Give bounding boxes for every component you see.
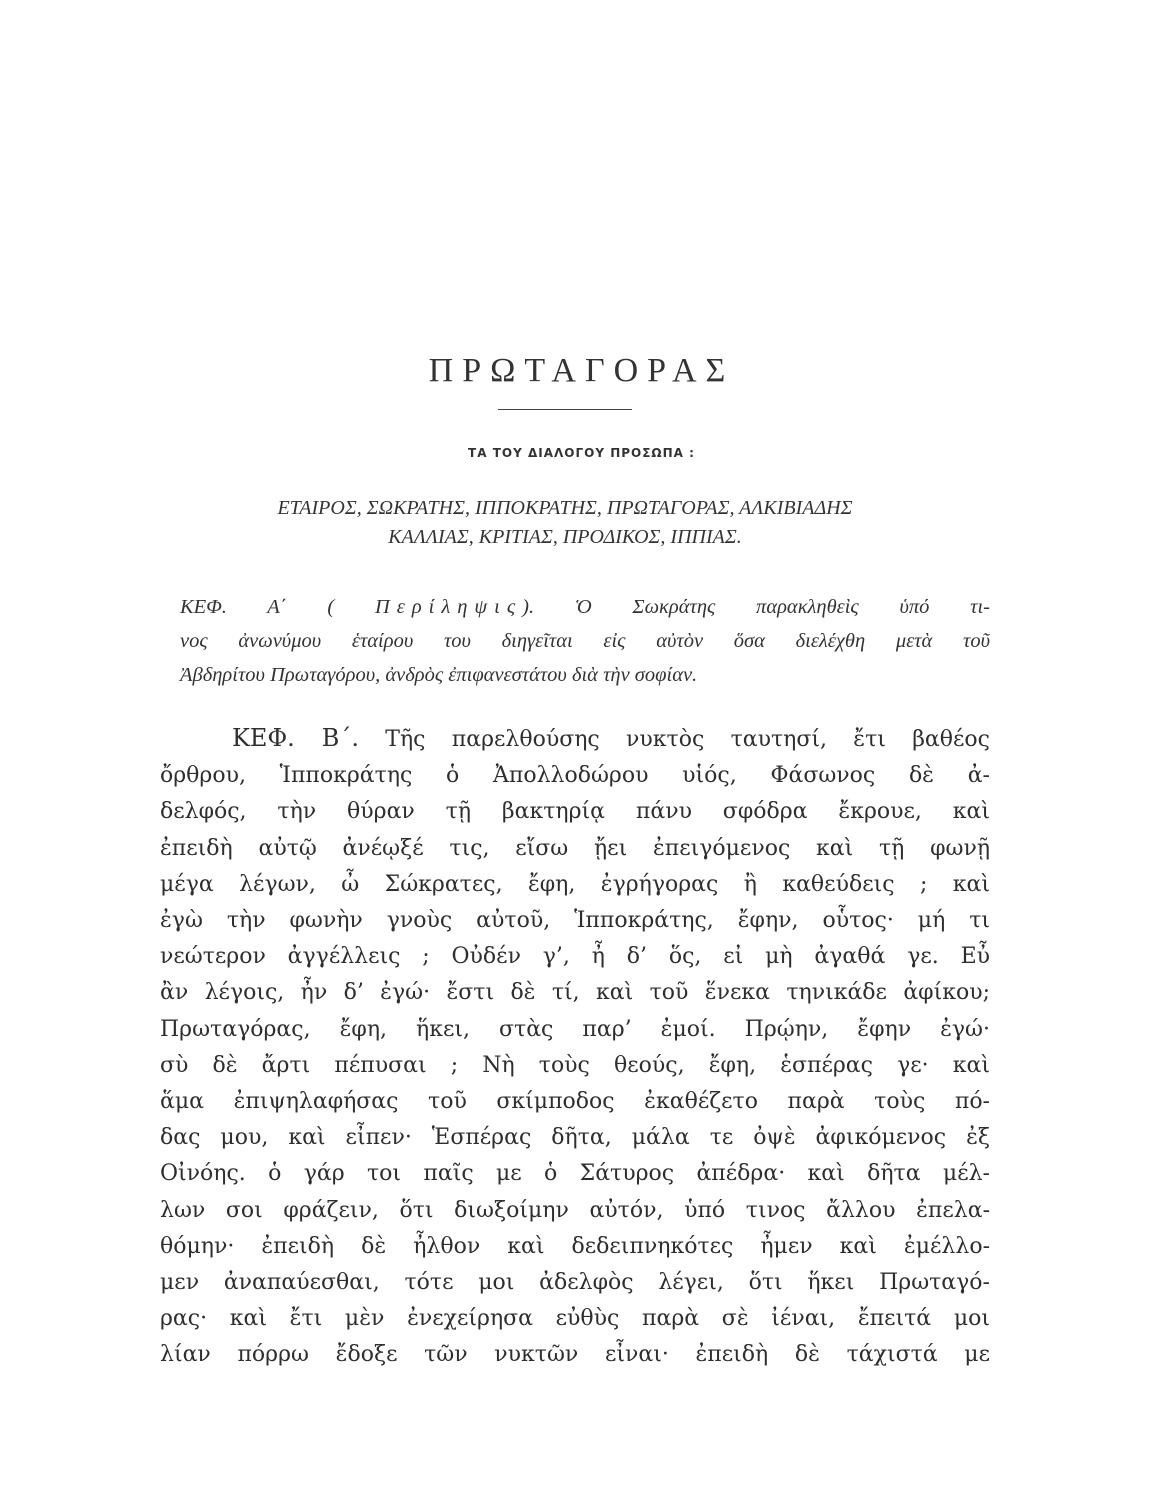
chapter-b-line-4: ἐπειδὴ αὐτῷ ἀνέῳξέ τις, εἴσω ᾔει ἐπειγόμενος καὶ τῇ φωνῇ bbox=[160, 835, 990, 861]
summary-line-1 bbox=[180, 590, 990, 624]
chapter-a-summary bbox=[180, 590, 990, 692]
summary-line-2: νος ἀνωνύμου ἑταίρου του διηγεῖται εἰς αὐτὸν ὅσα διελέχθη μετὰ τοῦ bbox=[180, 630, 990, 652]
chapter-b-line-16: μεν ἀναπαύεσθαι, τότε μοι ἀδελφὸς λέγει, ὅτι ἥκει Πρωταγό- bbox=[160, 1270, 990, 1296]
persons-list bbox=[140, 494, 990, 552]
chapter-b-line-12: δας μου, καὶ εἶπεν· Ἑσπέρας δῆτα, μάλα τε ὀψὲ ἀφικόμενος ἐξ bbox=[160, 1125, 990, 1151]
chapter-b-line-9: Πρωταγόρας, ἔφη, ἥκει, στὰς παρ’ ἐμοί. Πρῴην, ἔφην ἐγώ· bbox=[160, 1016, 990, 1042]
chapter-b-text bbox=[160, 720, 990, 1374]
summary-line-1-text: Ὁ Σωκράτης παρακληθεὶς ὑπό τι- bbox=[534, 596, 991, 618]
chapter-b-line-8: ἂν λέγοις, ἦν δ’ ἐγώ· ἔστι δὲ τί, καὶ τοῦ ἕνεκα τηνικάδε ἀφίκου; bbox=[160, 980, 990, 1006]
chapter-b-line-10: σὺ δὲ ἄρτι πέπυσαι ; Νὴ τοὺς θεούς, ἔφη, ἑσπέρας γε· καὶ bbox=[160, 1052, 990, 1078]
summary-paren-close: ). bbox=[522, 596, 535, 618]
summary-paren-open: ( bbox=[286, 596, 375, 618]
title-rule bbox=[498, 409, 632, 410]
chapter-b-line-14: λων σοι φράζειν, ὅτι διωξοίμην αὐτόν, ὑπό τινος ἄλλου ἐπελα- bbox=[160, 1197, 990, 1223]
summary-line-3: Ἀβδηρίτου Πρωταγόρου, ἀνδρὸς ἐπιφανεστάτου διὰ τὴν σοφίαν. bbox=[180, 664, 698, 686]
chapter-b-line-1-text: Τῆς παρελθούσης νυκτὸς ταυτησί, ἔτι βαθέος bbox=[358, 727, 990, 752]
persons-heading: ΤΑ ΤΟΥ ΔΙΑΛΟΓΟΥ ΠΡΟΣΩΠΑ : bbox=[468, 446, 695, 460]
chapter-b-line-2: ὄρθρου, Ἱπποκράτης ὁ Ἀπολλοδώρου υἱός, Φάσωνος δὲ ἀ- bbox=[160, 763, 990, 789]
chapter-b-line-3: δελφός, τὴν θύραν τῇ βακτηρίᾳ πάνυ σφόδρα ἔκρουε, καὶ bbox=[160, 799, 990, 825]
chapter-b-line-11: ἅμα ἐπιψηλαφήσας τοῦ σκίμποδος ἐκαθέζετο παρὰ τοὺς πό- bbox=[160, 1089, 990, 1115]
persons-line-2: ΚΑΛΛΙΑΣ, ΚΡΙΤΙΑΣ, ΠΡΟΔΙΚΟΣ, ΙΠΠΙΑΣ. bbox=[388, 526, 742, 548]
chapter-b-line-5: μέγα λέγων, ὦ Σώκρατες, ἔφη, ἐγρήγορας ἢ καθεύδεις ; καὶ bbox=[160, 871, 990, 897]
chapter-b-label: ΚΕΦ. Β΄. bbox=[232, 724, 359, 752]
dialogue-title: ΠΡΩΤΑΓΟΡΑΣ bbox=[428, 352, 735, 389]
chapter-b-line-6: ἐγὼ τὴν φωνὴν γνοὺς αὐτοῦ, Ἱπποκράτης, ἔφην, οὗτος· μή τι bbox=[160, 908, 990, 934]
persons-line-1: ΕΤΑΙΡΟΣ, ΣΩΚΡΑΤΗΣ, ΙΠΠΟΚΡΑΤΗΣ, ΠΡΩΤΑΓΟΡΑΣ, ΑΛΚΙΒΙΑΔΗΣ bbox=[277, 497, 853, 519]
chapter-b-line-18: λίαν πόρρω ἔδοξε τῶν νυκτῶν εἶναι· ἐπειδὴ δὲ τάχιστά με bbox=[160, 1342, 990, 1368]
chapter-b-line-7: νεώτερον ἀγγέλλεις ; Οὐδέν γ’, ἦ δ’ ὅς, εἰ μὴ ἀγαθά γε. Εὖ bbox=[160, 944, 990, 970]
chapter-b-line-13: Οἰνόης. ὁ γάρ τοι παῖς με ὁ Σάτυρος ἀπέδρα· καὶ δῆτα μέλ- bbox=[160, 1161, 990, 1187]
chapter-b-line-1 bbox=[160, 720, 990, 758]
chapter-a-label: ΚΕΦ. Α΄ bbox=[180, 596, 287, 618]
summary-label-word: Περίληψις bbox=[374, 596, 523, 618]
chapter-b-line-15: θόμην· ἐπειδὴ δὲ ἦλθον καὶ δεδειπνηκότες ἦμεν καὶ ἐμέλλο- bbox=[160, 1233, 990, 1259]
chapter-b-line-17: ρας· καὶ ἔτι μὲν ἐνεχείρησα εὐθὺς παρὰ σὲ ἰέναι, ἔπειτά μοι bbox=[160, 1306, 990, 1332]
